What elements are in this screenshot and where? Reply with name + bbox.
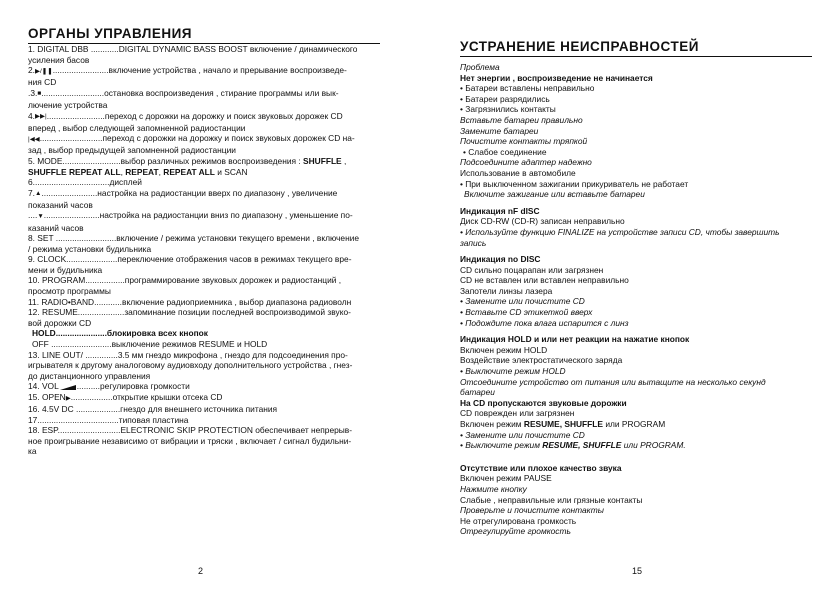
list-item: Включите зажигание или вставьте батареи [464,189,645,200]
list-item: Нет энергии , воспроизведение не начинается [460,72,653,83]
list-item: Воздействие электростатического заряда [460,355,623,366]
list-item: Использование в автомобиле [460,167,576,178]
list-item: запись [460,237,487,248]
mode-shuffle-repeat-all: SHUFFLE REPEAT ALL [28,166,121,177]
list-item: 6.................................дисплей [28,177,142,188]
list-item [460,440,812,451]
item-text: ...........................переход с дорожки на дорожку и поиск звуковых дорожек CD на- [39,133,355,144]
skip-back-icon: |◀◀ [28,135,40,143]
list-item: Отсоедините устройство от питания или вытащите на несколько секунд [460,376,766,387]
hold-label: HOLD [32,328,56,339]
list-item: казаний часов [28,222,84,233]
list-item: Включен режим PAUSE [460,473,552,484]
left-page [28,0,380,595]
list-item: 9. CLOCK......................переключение отображения часов в режимах текущего вре- [28,254,352,265]
list-item [28,65,380,77]
list-item: Нажмите кнопку [460,483,527,494]
list-item: • При выключенном зажигании прикуриватель не работает [460,178,689,189]
list-item: Почистите контакты тряпкой [460,136,588,147]
list-item: мени и будильника [28,264,103,275]
list-item: 12. RESUME....................запоминание позиции последней воспроизводимой звуко- [28,307,351,318]
list-item: лючение устройства [28,99,108,110]
right-page [460,0,812,595]
item-number: 2. [28,65,35,76]
list-item: вой дорожки CD [28,317,92,328]
list-item: • Замените или почистите CD [460,296,585,307]
list-item [28,381,380,392]
list-item: 16. 4.5V DC ...................гнездо для внешнего источника питания [28,404,278,415]
list-item: Индикация no DISC [460,254,541,265]
list-item: OFF ..........................выключение режимов RESUME и HOLD [32,339,268,350]
item-text: Включен режим [460,419,524,429]
list-item: Проблема [460,62,500,72]
list-item: Индикация HOLD и или нет реакции на нажатие кнопок [460,334,690,345]
list-item: вперед , выбор следующей запомненной радиостанции [28,122,246,133]
list-item: Включен режим HOLD [460,344,548,355]
page-number: 15 [632,566,643,576]
list-item: • Батареи вставлены неправильно [460,83,595,94]
page-number: 2 [198,566,204,576]
list-item: • Используйте функцию FINALIZE на устройстве записи CD, чтобы завершить [460,226,780,237]
list-item: Вставьте батареи правильно [460,114,583,125]
list-item [28,156,380,167]
list-item: CD поврежден или загрязнен [460,408,575,419]
item-text: , [341,155,347,166]
play-pause-icon: ▶/❚❚ [35,67,53,75]
list-item [28,88,380,100]
list-item: игрывателя к другому аналоговому аудиовходу дополнительного устройства , гнез- [28,360,353,371]
list-item: Замените батареи [460,125,539,136]
list-item: 1. DIGITAL DBB ............DIGITAL DYNAMIC BASS BOOST включение / динамического [28,44,358,54]
list-item: ка [28,446,37,457]
list-item: • Вставьте CD этикеткой вверх [460,307,593,318]
mode-repeat: REPEAT [125,166,159,177]
list-item: Индикация nF dISC [460,205,540,216]
list-item [28,167,380,178]
list-item: показаний часов [28,199,93,210]
list-item: просмотр программы [28,286,111,297]
list-item [28,210,380,222]
list-item: Не отрегулирована громкость [460,515,577,526]
item-text: ........................настройка на радиостанции вниз по диапазону , уменьшение по- [43,210,353,221]
item-number: .... [28,210,38,221]
list-item: • Загрязнились контакты [460,104,556,115]
list-item: / режима установки будильника [28,243,152,254]
item-text: 15. OPEN [28,392,66,402]
item-text: .........................переход с дорожки на дорожку и поиск звуковых дорожек CD [46,110,343,121]
item-text: 14. VOL [28,381,59,392]
mode-names: RESUME, SHUFFLE [523,419,603,429]
list-item [28,392,380,404]
mode-shuffle: SHUFFLE [303,155,342,166]
list-item: 18. ESP...........................ELECTRONIC SKIP PROTECTION обеспечивает непрерыв- [28,425,353,436]
item-text: ........................включение устройства , начало и прерывание воспроизведе- [52,65,347,76]
separator: , [158,166,164,177]
list-item: 13. LINE OUT/ ..............3.5 мм гнездо микрофона , гнездо для подсоединения про- [28,349,348,360]
list-item: • Подождите пока влага испарится с линз [460,317,629,328]
list-item: Слабые , неправильные или грязные контакты [460,494,643,505]
list-item: Запотели линзы лазера [460,285,553,296]
list-item: Отрегулируйте громкость [460,526,571,537]
separator: , [120,166,126,177]
list-item: • Замените или почистите CD [460,429,585,440]
list-item: 17...................................типовая пластина [28,414,189,425]
item-text: ..........регулировка громкости [76,381,190,392]
open-arrow-icon: ▶ [65,394,71,402]
list-item: до дистанционного управления [28,370,151,381]
list-item: Отсутствие или плохое качество звука [460,462,622,473]
right-page-title: УСТРАНЕНИЕ НЕИСПРАВНОСТЕЙ [460,39,812,57]
item-number: .3. [28,87,38,98]
list-item: CD сильно поцарапан или загрязнен [460,264,604,275]
item-text: ......................блокировка всех кнопок [55,328,208,339]
item-text: или PROGRAM [603,419,666,429]
list-item: • Выключите режим HOLD [460,366,566,377]
troubleshooting-list [460,62,812,537]
list-item: • Слабое соединение [463,146,547,157]
list-item: усиления басов [28,54,90,65]
list-item: 10. PROGRAM.................программирование звуковых дорожек и радиостанций , [28,275,342,286]
skip-forward-icon: ▶▶| [35,113,47,121]
list-item: ния CD [28,77,57,88]
list-item [28,111,380,123]
mode-names: RESUME, SHUFFLE [542,440,622,451]
left-page-title: ОРГАНЫ УПРАВЛЕНИЯ [28,26,380,44]
list-item [28,133,380,145]
item-text: и SCAN [214,166,248,177]
item-text: или PROGRAM. [621,440,686,451]
item-text: 5. MODE.........................выбор различных режимов воспроизведения : [28,155,304,166]
list-item: CD не вставлен или вставлен неправильно [460,275,629,286]
list-item: ное проигрывание независимо от вибрации и тряски , включает / сигнал будильни- [28,435,352,446]
item-text: • Выключите режим [460,440,543,451]
list-item [28,188,380,200]
list-item: • Батареи разрядились [460,93,550,104]
controls-list [28,44,380,457]
tune-up-icon: ▲ [35,190,42,198]
list-item: Проверьте и почистите контакты [460,505,604,516]
mode-repeat-all: REPEAT ALL [163,166,215,177]
list-item: 11. RADIO•BAND............включение радиоприемника , выбор диапазона радиоволн [28,296,352,307]
item-text: ..................открытие крышки отсека CD [70,392,223,402]
list-item: батареи [460,387,495,398]
list-item: зад , выбор предыдущей запомненной радиостанции [28,145,236,156]
list-item [28,328,380,339]
item-text: ...........................остановка воспроизведения , стирание программы или вык- [41,87,339,98]
volume-wedge-icon [60,385,76,390]
list-item [460,419,812,430]
list-item: На CD пропускаются звуковые дорожки [460,397,627,408]
list-item: 8. SET ..........................включение / режима установки текущего времени , включение [28,233,360,244]
list-item: Подсоедините адаптер надежно [460,157,592,168]
item-number: 4. [28,110,35,121]
tune-down-icon: ▼ [37,212,44,220]
item-text: ........................настройка на радиостанции вверх по диапазону , увеличение [41,187,338,198]
list-item: Диск CD-RW (CD-R) записан неправильно [460,216,625,227]
item-number: 7. [28,187,35,198]
stop-icon: ■ [37,90,42,98]
